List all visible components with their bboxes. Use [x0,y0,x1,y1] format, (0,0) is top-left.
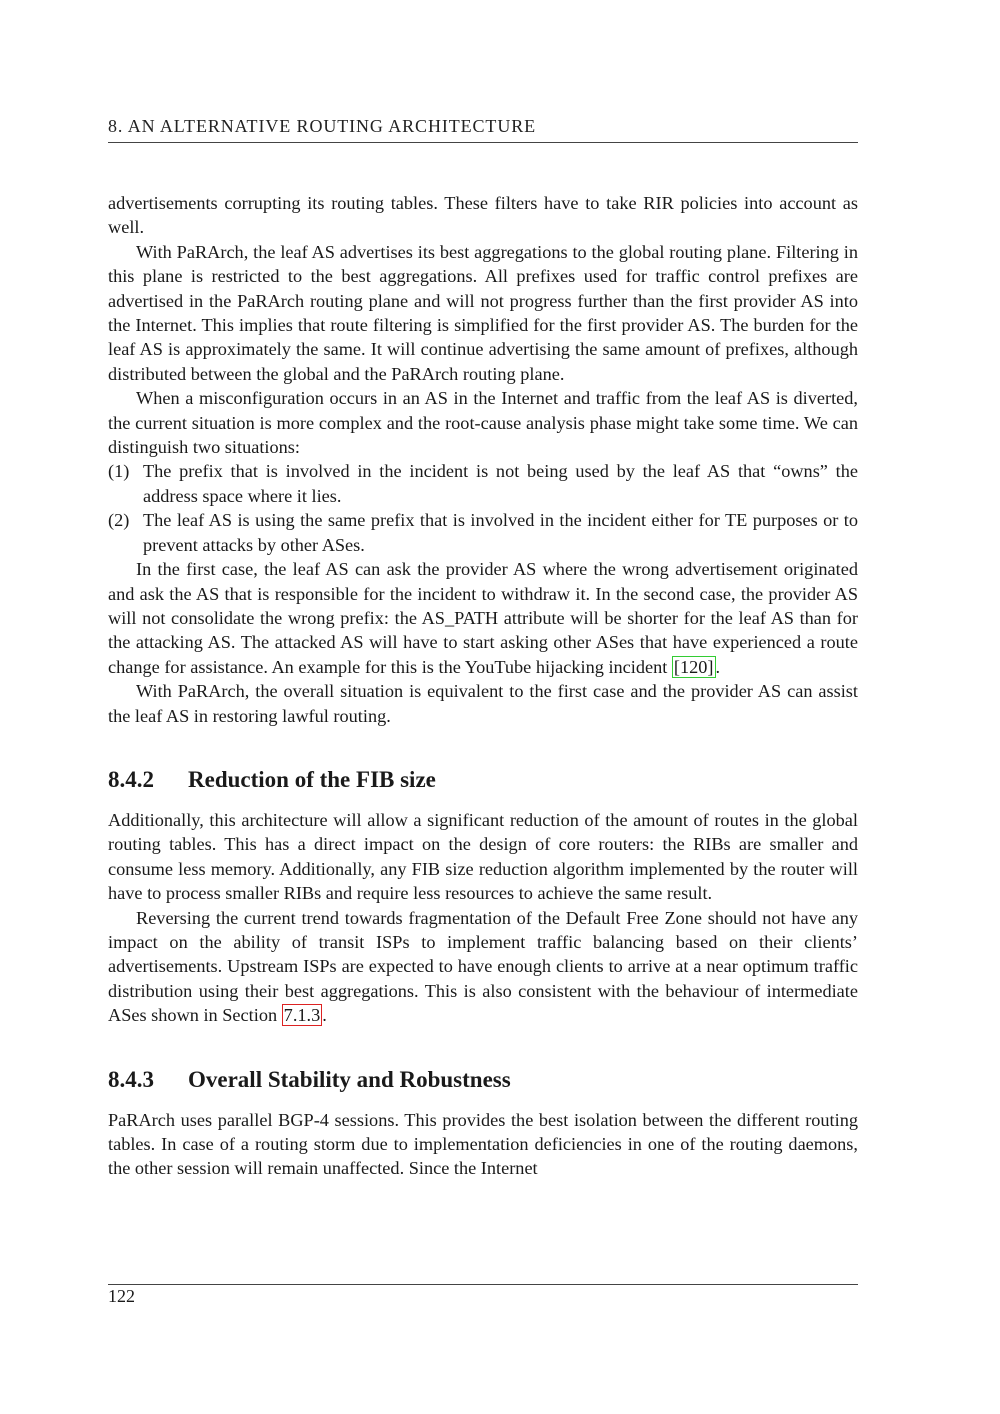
list-item-text: The leaf AS is using the same prefix that is involved in the incident either for TE purposes or to prevent attacks by other ASes. [143,510,858,555]
paragraph: Additionally, this architecture will allow a significant reduction of the amount of routes in the global routing tables. This has a direct impact on the design of core routers: the RIBs are smaller and consume less memory. Additionally, any FIB size reduction algorithm implemented by the router will have to process smaller RIBs and require less resources to achieve the same result. [108,809,858,904]
paragraph-text: . [715,656,721,677]
paragraph-text: . [322,1005,327,1026]
header-rule [108,142,858,143]
paragraph [108,906,858,1028]
page-number: 122 [108,1286,135,1306]
section-title: Reduction of the FIB size [188,766,436,792]
paragraph: When a misconfiguration occurs in an AS in the Internet and traffic from the leaf AS is diverted, the current situation is more complex and the root-cause analysis phase might take some time. We can distinguish two situations: [108,388,858,458]
section-heading [108,1066,858,1094]
list-item-number: (1) [108,461,130,482]
section-reference-link[interactable]: 7.1.3 [283,1005,321,1026]
body-text [108,191,858,1181]
paragraph-text: Reversing the current trend towards fragmentation of the Default Free Zone should not have any impact on the ability of transit ISPs to implement traffic balancing based on their clients’ advertisements. Upstream ISPs are expected to have enough clients to arrive at a near optimum traffic distribution using their best aggregations. This is also consistent with the behaviour of intermediate ASes shown in Section [108,907,858,1026]
section-title: Overall Stability and Robustness [188,1066,511,1092]
paragraph-text: In the first case, the leaf AS can ask the provider AS where the wrong advertisement originated and ask the AS that is responsible for the incident to withdraw it. In the second case, the provider AS will not consolidate the wrong prefix: the AS_PATH attribute will be shorter for the leaf AS than for the attacking AS. The attacked AS will have to start asking other ASes that have experienced a route change for assistance. An example for this is the YouTube hijacking incident [108,559,858,677]
citation-link[interactable]: [120] [673,656,714,677]
running-header: 8. AN ALTERNATIVE ROUTING ARCHITECTURE [108,116,537,136]
section-number: 8.4.3 [108,1066,154,1092]
list-item-number: (2) [108,510,130,531]
paragraph [108,557,858,679]
list-item [108,459,858,508]
paragraph: advertisements corrupting its routing tables. These filters have to take RIR policies into account as well. [108,193,858,238]
list-item [108,508,858,557]
paragraph: With PaRArch, the leaf AS advertises its best aggregations to the global routing plane. Filtering in this plane is restricted to the best aggregations. All prefixes used for traffic control prefixes are advertised in the PaRArch routing plane and will not progress further than the first provider AS into the Internet. This implies that route filtering is simplified for the first provider AS. The burden for the leaf AS is approximately the same. It will continue advertising the same amount of prefixes, although distributed between the global and the PaRArch routing plane. [108,241,858,384]
paragraph: PaRArch uses parallel BGP-4 sessions. This provides the best isolation between the different routing tables. In case of a routing storm due to implementation deficiencies in one of the routing daemons, the other session will remain unaffected. Since the Internet [108,1109,858,1179]
paragraph: With PaRArch, the overall situation is equivalent to the first case and the provider AS can assist the leaf AS in restoring lawful routing. [108,681,858,726]
list-item-text: The prefix that is involved in the incident is not being used by the leaf AS that “owns” the address space where it lies. [143,461,858,506]
section-number: 8.4.2 [108,766,154,792]
footer-rule [108,1284,858,1285]
section-heading [108,766,858,794]
